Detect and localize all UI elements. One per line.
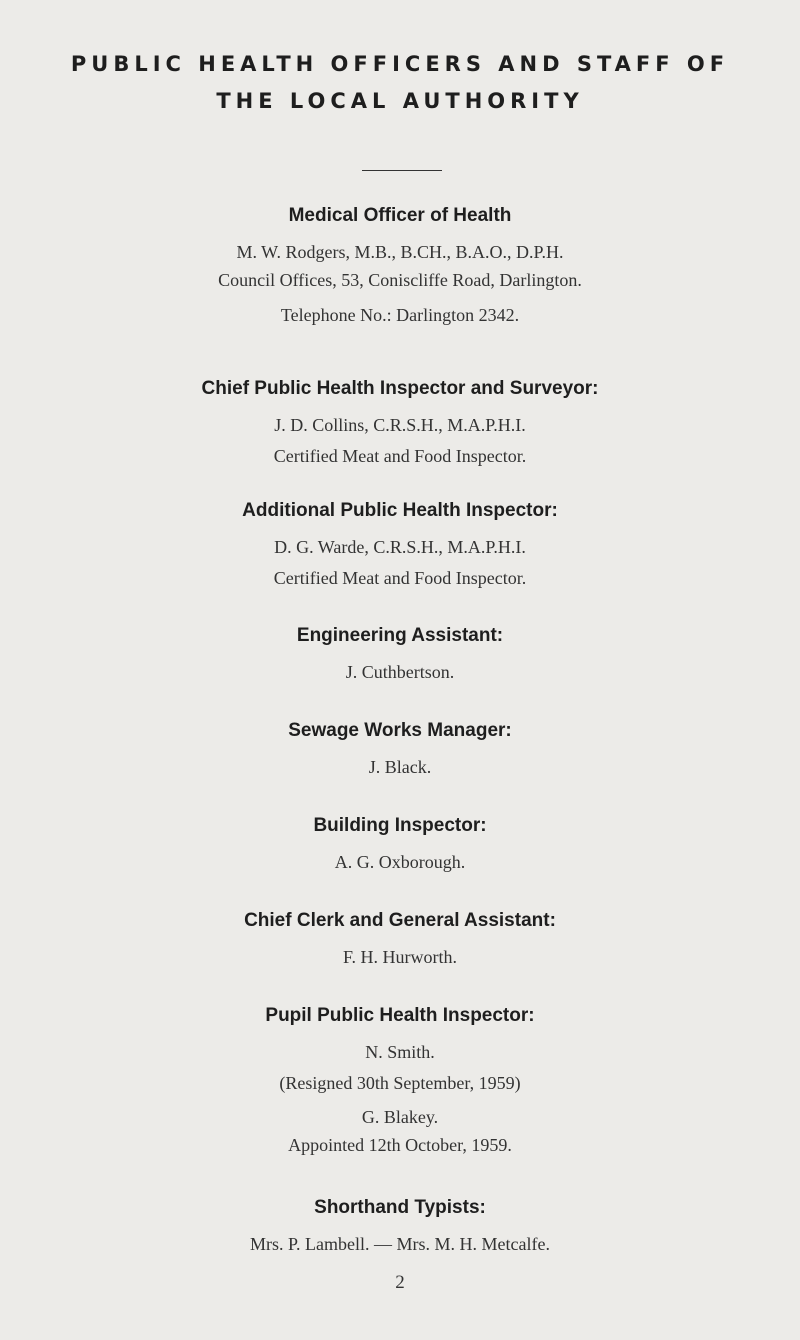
officer-note: Appointed 12th October, 1959. bbox=[288, 1135, 512, 1155]
officer-name: D. G. Warde, C.R.S.H., M.A.P.H.I. bbox=[274, 537, 526, 557]
section-chief-clerk bbox=[0, 910, 800, 971]
section-building-inspector bbox=[0, 815, 800, 876]
section-heading: Chief Clerk and General Assistant: bbox=[244, 910, 556, 931]
section-heading: Shorthand Typists: bbox=[314, 1197, 486, 1218]
officer-name: A. G. Oxborough. bbox=[334, 852, 466, 872]
section-heading: Sewage Works Manager: bbox=[288, 720, 512, 741]
section-sewage-works-manager bbox=[0, 720, 800, 781]
officer-name: G. Blakey. bbox=[361, 1107, 439, 1127]
officer-name: J. Black. bbox=[368, 757, 432, 777]
section-additional-inspector bbox=[0, 500, 800, 592]
officer-note: (Resigned 30th September, 1959) bbox=[279, 1073, 521, 1093]
document-title-line-2: THE LOCAL AUTHORITY bbox=[216, 89, 584, 113]
officer-qualification: Certified Meat and Food Inspector. bbox=[273, 568, 527, 588]
officer-name: J. Cuthbertson. bbox=[345, 662, 455, 682]
section-chief-inspector bbox=[0, 378, 800, 470]
officer-name: M. W. Rodgers, M.B., B.CH., B.A.O., D.P.H. bbox=[236, 242, 564, 262]
section-pupil-inspector bbox=[0, 1005, 800, 1159]
officer-telephone: Telephone No.: Darlington 2342. bbox=[280, 305, 520, 325]
page-number: 2 bbox=[395, 1272, 405, 1293]
section-heading: Building Inspector: bbox=[313, 815, 487, 836]
section-heading: Additional Public Health Inspector: bbox=[242, 500, 558, 521]
section-shorthand-typists bbox=[0, 1197, 800, 1258]
officer-qualification: Certified Meat and Food Inspector. bbox=[273, 446, 527, 466]
section-heading: Pupil Public Health Inspector: bbox=[265, 1005, 535, 1026]
officer-name: J. D. Collins, C.R.S.H., M.A.P.H.I. bbox=[274, 415, 526, 435]
typist-names: Mrs. P. Lambell. — Mrs. M. H. Metcalfe. bbox=[250, 1234, 550, 1254]
officer-name: N. Smith. bbox=[365, 1042, 435, 1062]
officer-address: Council Offices, 53, Coniscliffe Road, Darlington. bbox=[218, 270, 582, 290]
section-medical-officer bbox=[0, 205, 800, 329]
section-heading: Medical Officer of Health bbox=[288, 205, 512, 226]
title-divider bbox=[362, 170, 442, 171]
section-heading: Engineering Assistant: bbox=[296, 625, 504, 646]
officer-name: F. H. Hurworth. bbox=[342, 947, 458, 967]
document-title-line-1: PUBLIC HEALTH OFFICERS AND STAFF OF bbox=[70, 52, 730, 76]
section-engineering-assistant bbox=[0, 625, 800, 686]
section-heading: Chief Public Health Inspector and Surveyor: bbox=[201, 378, 599, 399]
